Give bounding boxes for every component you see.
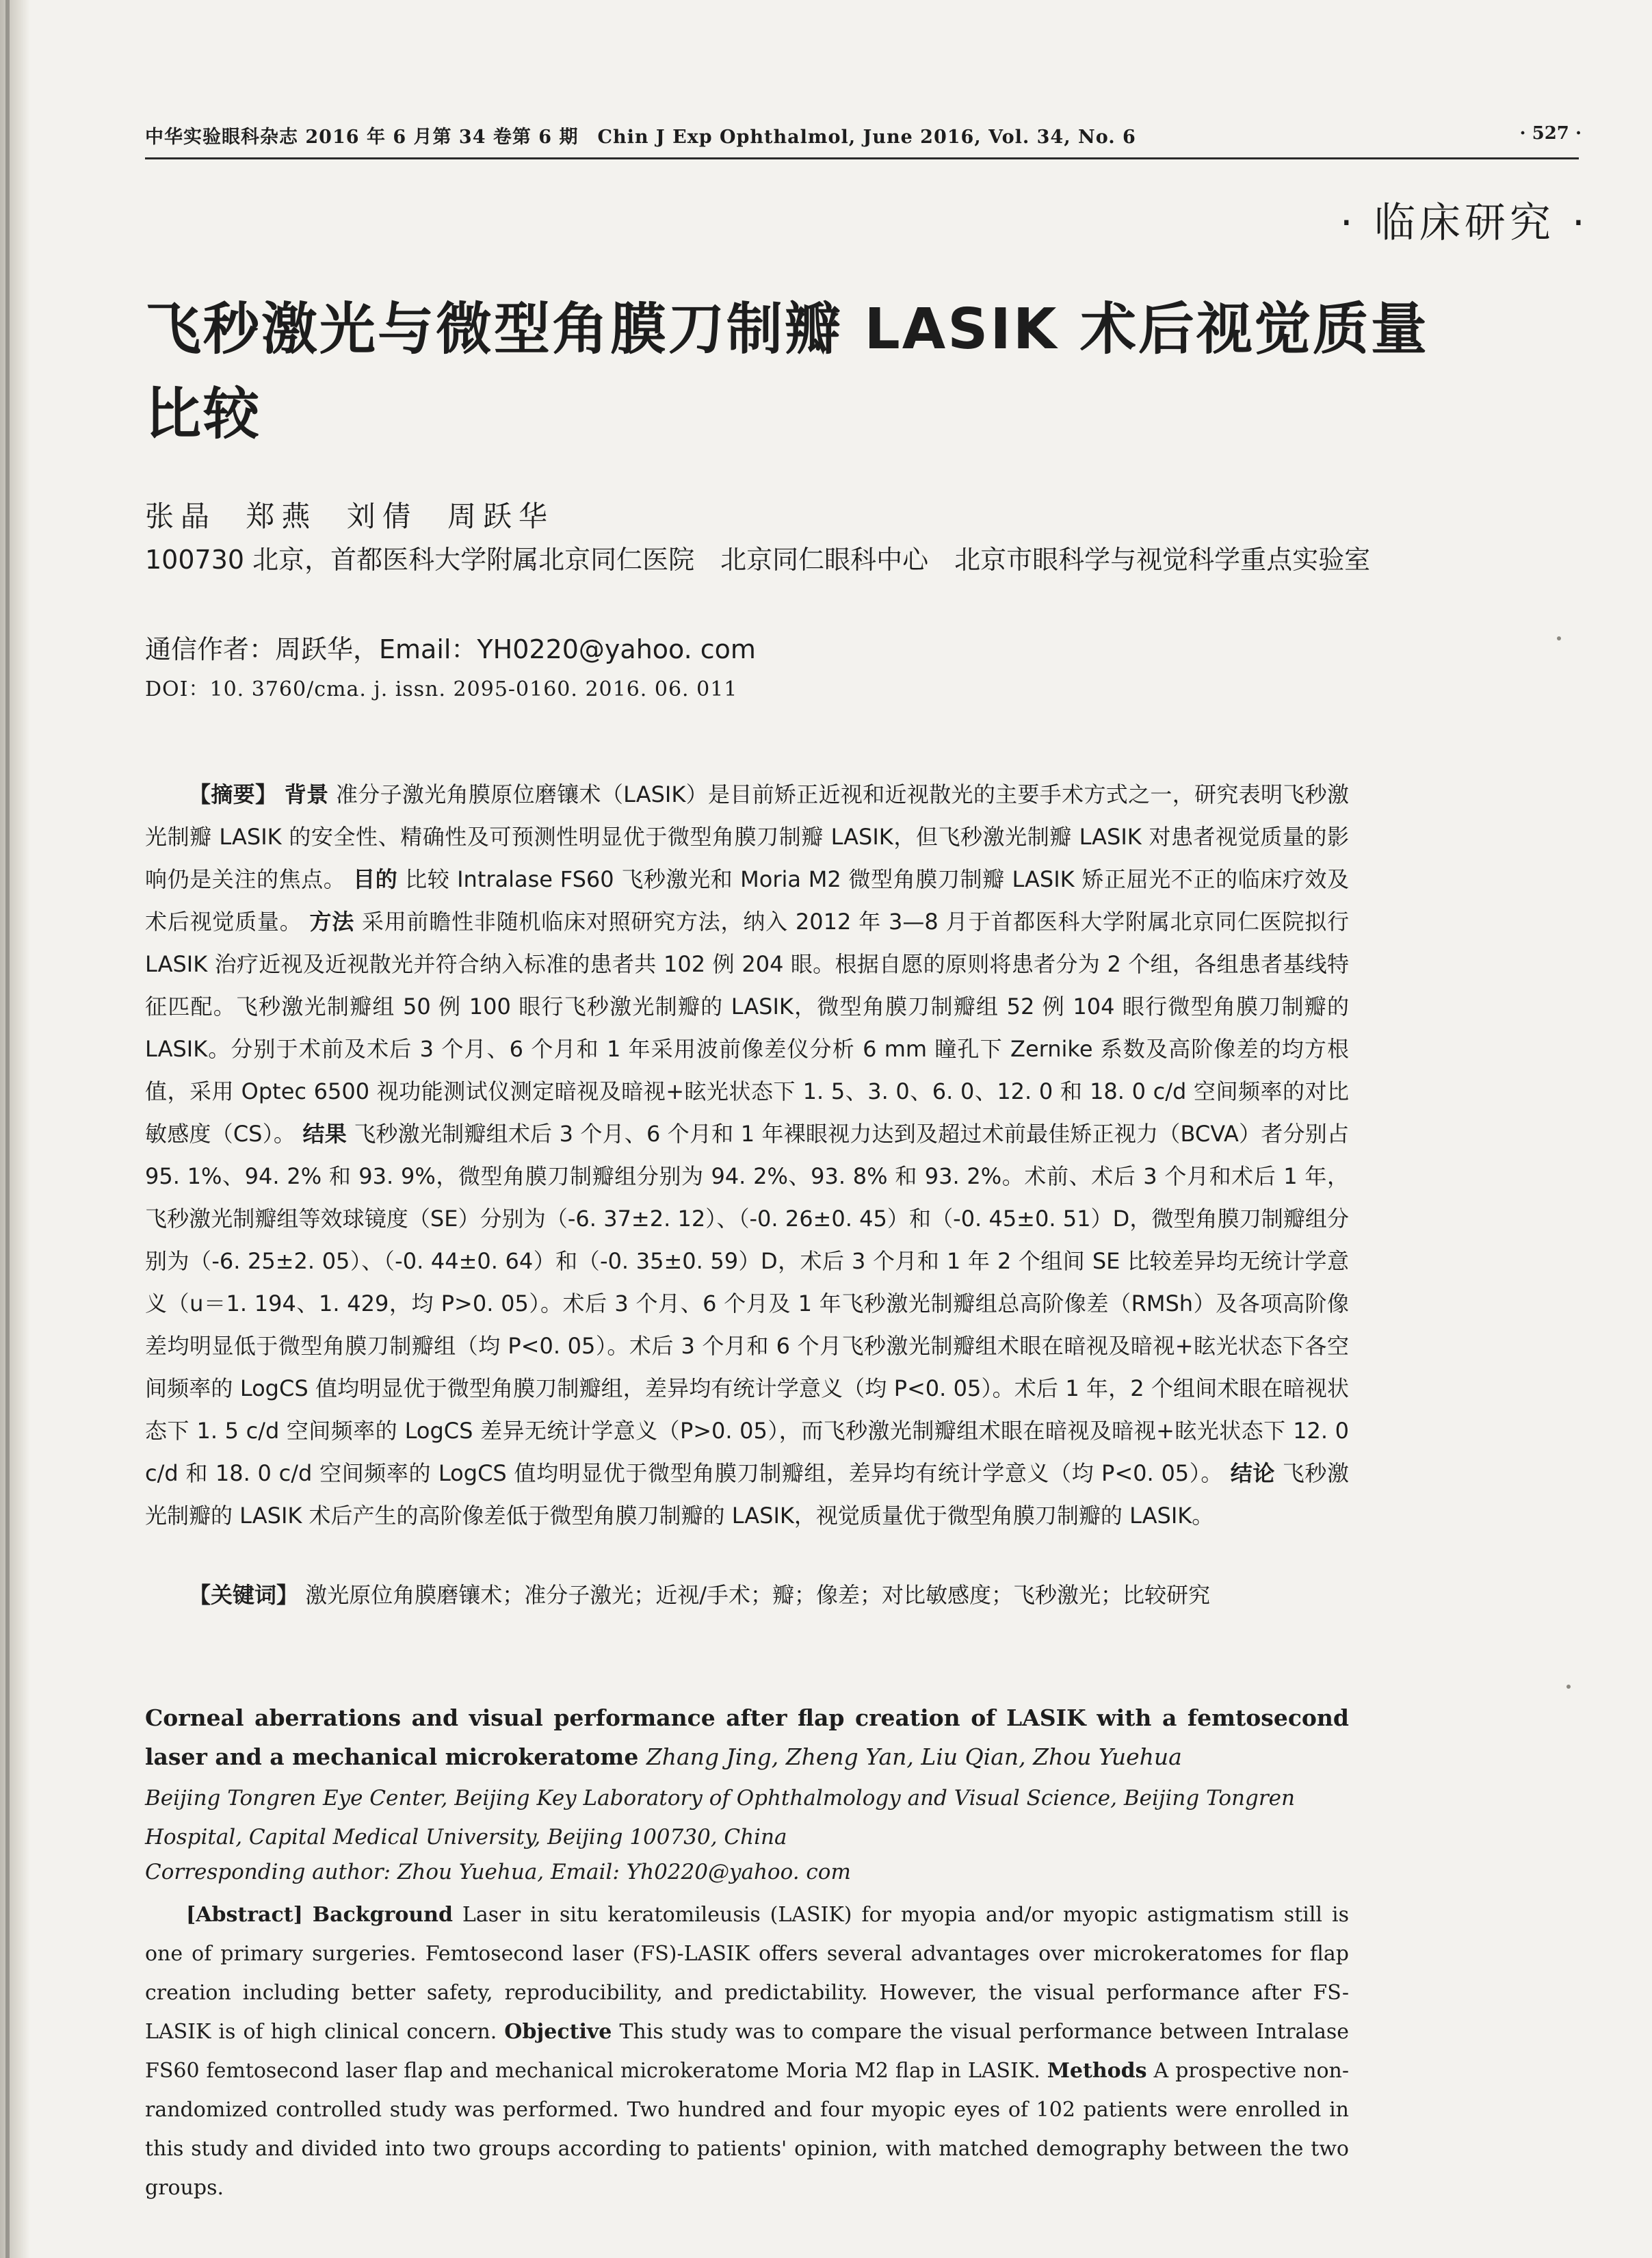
title-en: Corneal aberrations and visual performance after flap creation of LASIK with a femtosecond laser and a mechanical microkeratome: [145, 1704, 1349, 1770]
affiliation-en: Beijing Tongren Eye Center, Beijing Key Laboratory of Ophthalmology and Visual Science, Beijing Tongren Hospital, Capital Medical University, Beijing 100730, China: [145, 1786, 1295, 1850]
background-label-cn: 背景: [284, 781, 329, 807]
keywords-text-cn: 激光原位角膜磨镶术；准分子激光；近视/手术；瓣；像差；对比敏感度；飞秒激光；比较研究: [305, 1582, 1210, 1608]
objective-text-cn: 比较 Intralase FS60 飞秒激光和 Moria M2 微型角膜刀制瓣 LASIK 矫正屈光不正的临床疗效及术后视觉质量。: [145, 866, 1349, 935]
objective-text-en: This study was to compare the visual performance between Intralase FS60 femtosecond laser flap and mechanical microkeratome Moria M2 flap in LASIK.: [145, 2020, 1349, 2083]
abstract-label-cn: 【摘要】: [189, 781, 278, 807]
scan-speck: [1557, 636, 1561, 640]
header-rule: [145, 157, 1579, 159]
page-binding-shadow: [0, 0, 30, 2258]
methods-label-cn: 方法: [309, 909, 355, 935]
page-number: · 527 ·: [1519, 123, 1582, 144]
abstract-en: [145, 1895, 1349, 2207]
authors-cn: 张晶 郑燕 刘倩 周跃华: [145, 499, 555, 533]
methods-text-en: A prospective non-randomized controlled study was performed. Two hundred and four myopic eyes of 102 patients were enrolled in this study and divided into two groups according to patients' opinion, with matched demography between the two groups.: [145, 2059, 1349, 2200]
abstract-cn: [145, 773, 1349, 1537]
keywords-cn: [145, 1574, 1349, 1616]
corresponding-author-cn: 通信作者：周跃华，Email：YH0220@yahoo. com: [145, 634, 756, 664]
section-tag: · 临床研究 ·: [1339, 199, 1589, 247]
background-text-en: Laser in situ keratomileusis (LASIK) for myopia and/or myopic astigmatism still is one of primary surgeries. Femtosecond laser (FS)-LASIK offers several advantages over microkeratomes for flap creation including better safety, reproducibility, and predictability. However, the visual performance after FS-LASIK is of high clinical concern.: [145, 1903, 1349, 2044]
article-title-en: [145, 1698, 1349, 1776]
abstract-label-en: [Abstract]: [186, 1903, 303, 1927]
corresponding-author-en: Corresponding author: Zhou Yuehua, Email: Yh0220@yahoo. com: [145, 1860, 851, 1884]
authors-en: Zhang Jing, Zheng Yan, Liu Qian, Zhou Yuehua: [646, 1743, 1182, 1770]
objective-label-cn: 目的: [353, 866, 398, 892]
affiliation-cn: 100730 北京，首都医科大学附属北京同仁医院 北京同仁眼科中心 北京市眼科学与视觉科学重点实验室: [145, 545, 1371, 575]
methods-text-cn: 采用前瞻性非随机临床对照研究方法，纳入 2012 年 3—8 月于首都医科大学附属北京同仁医院拟行 LASIK 治疗近视及近视散光并符合纳入标准的患者共 102 例 204 眼。根据自愿的原则将患者分为 2 个组，各组患者基线特征匹配。飞秒激光制瓣组 50 例 100 眼行飞秒激光制瓣的 LASIK，微型角膜刀制瓣组 52 例 104 眼行微型角膜刀制瓣的 LASIK。分别于术前及术后 3 个月、6 个月和 1 年采用波前像差仪分析 6 mm 瞳孔下 Zernike 系数及高阶像差的均方根值，采用 Optec 6500 视功能测试仪测定暗视及暗视+眩光状态下 1. 5、3. 0、6. 0、12. 0 和 18. 0 c/d 空间频率的对比敏感度（CS）。: [145, 909, 1350, 1147]
results-text-cn: 飞秒激光制瓣组术后 3 个月、6 个月和 1 年裸眼视力达到及超过术前最佳矫正视力（BCVA）者分别占 95. 1%、94. 2% 和 93. 9%，微型角膜刀制瓣组分别为 94. 2%、93. 8% 和 93. 2%。术前、术后 3 个月和术后 1 年，飞秒激光制瓣组等效球镜度（SE）分别为（-6. 37±2. 12）、（-0. 26±0. 45）和（-0. 45±0. 51）D，微型角膜刀制瓣组分别为（-6. 25±2. 05）、（-0. 44±0. 64）和（-0. 35±0. 59）D，术后 3 个月和 1 年 2 个组间 SE 比较差异均无统计学意义（u＝1. 194、1. 429，均 P>0. 05）。术后 3 个月、6 个月及 1 年飞秒激光制瓣组总高阶像差（RMSh）及各项高阶像差均明显低于微型角膜刀制瓣组（均 P<0. 05）。术后 3 个月和 6 个月飞秒激光制瓣组术眼在暗视及暗视+眩光状态下各空间频率的 LogCS 值均明显优于微型角膜刀制瓣组，差异均有统计学意义（均 P<0. 05）。术后 1 年，2 个组间术眼在暗视状态下 1. 5 c/d 空间频率的 LogCS 差异无统计学意义（P>0. 05），而飞秒激光制瓣组术眼在暗视及暗视+眩光状态下 12. 0 c/d 和 18. 0 c/d 空间频率的 LogCS 值均明显优于微型角膜刀制瓣组，差异均有统计学意义（均 P<0. 05）。: [145, 1121, 1349, 1486]
doi: DOI：10. 3760/cma. j. issn. 2095-0160. 2016. 06. 011: [145, 677, 738, 701]
conclusion-label-cn: 结论: [1230, 1460, 1275, 1486]
background-label-en: Background: [312, 1903, 453, 1927]
conclusion-text-cn: 飞秒激光制瓣的 LASIK 术后产生的高阶像差低于微型角膜刀制瓣的 LASIK，视觉质量优于微型角膜刀制瓣的 LASIK。: [145, 1460, 1349, 1529]
methods-label-en: Methods: [1047, 2059, 1147, 2083]
results-label-cn: 结果: [302, 1121, 347, 1147]
keywords-label-cn: 【关键词】: [189, 1582, 299, 1608]
article-title-cn: 飞秒激光与微型角膜刀制瓣 LASIK 术后视觉质量比较: [145, 297, 1429, 447]
running-title: 中华实验眼科杂志 2016 年 6 月第 34 卷第 6 期 Chin J Exp Ophthalmol, June 2016, Vol. 34, No. 6: [145, 127, 1136, 148]
running-header: [145, 122, 1582, 157]
background-text-cn: 准分子激光角膜原位磨镶术（LASIK）是目前矫正近视和近视散光的主要手术方式之一，研究表明飞秒激光制瓣 LASIK 的安全性、精确性及可预测性明显优于微型角膜刀制瓣 LASIK，但飞秒激光制瓣 LASIK 对患者视觉质量的影响仍是关注的焦点。: [145, 781, 1349, 892]
objective-label-en: Objective: [504, 2020, 612, 2044]
scan-speck: [1566, 1685, 1571, 1689]
